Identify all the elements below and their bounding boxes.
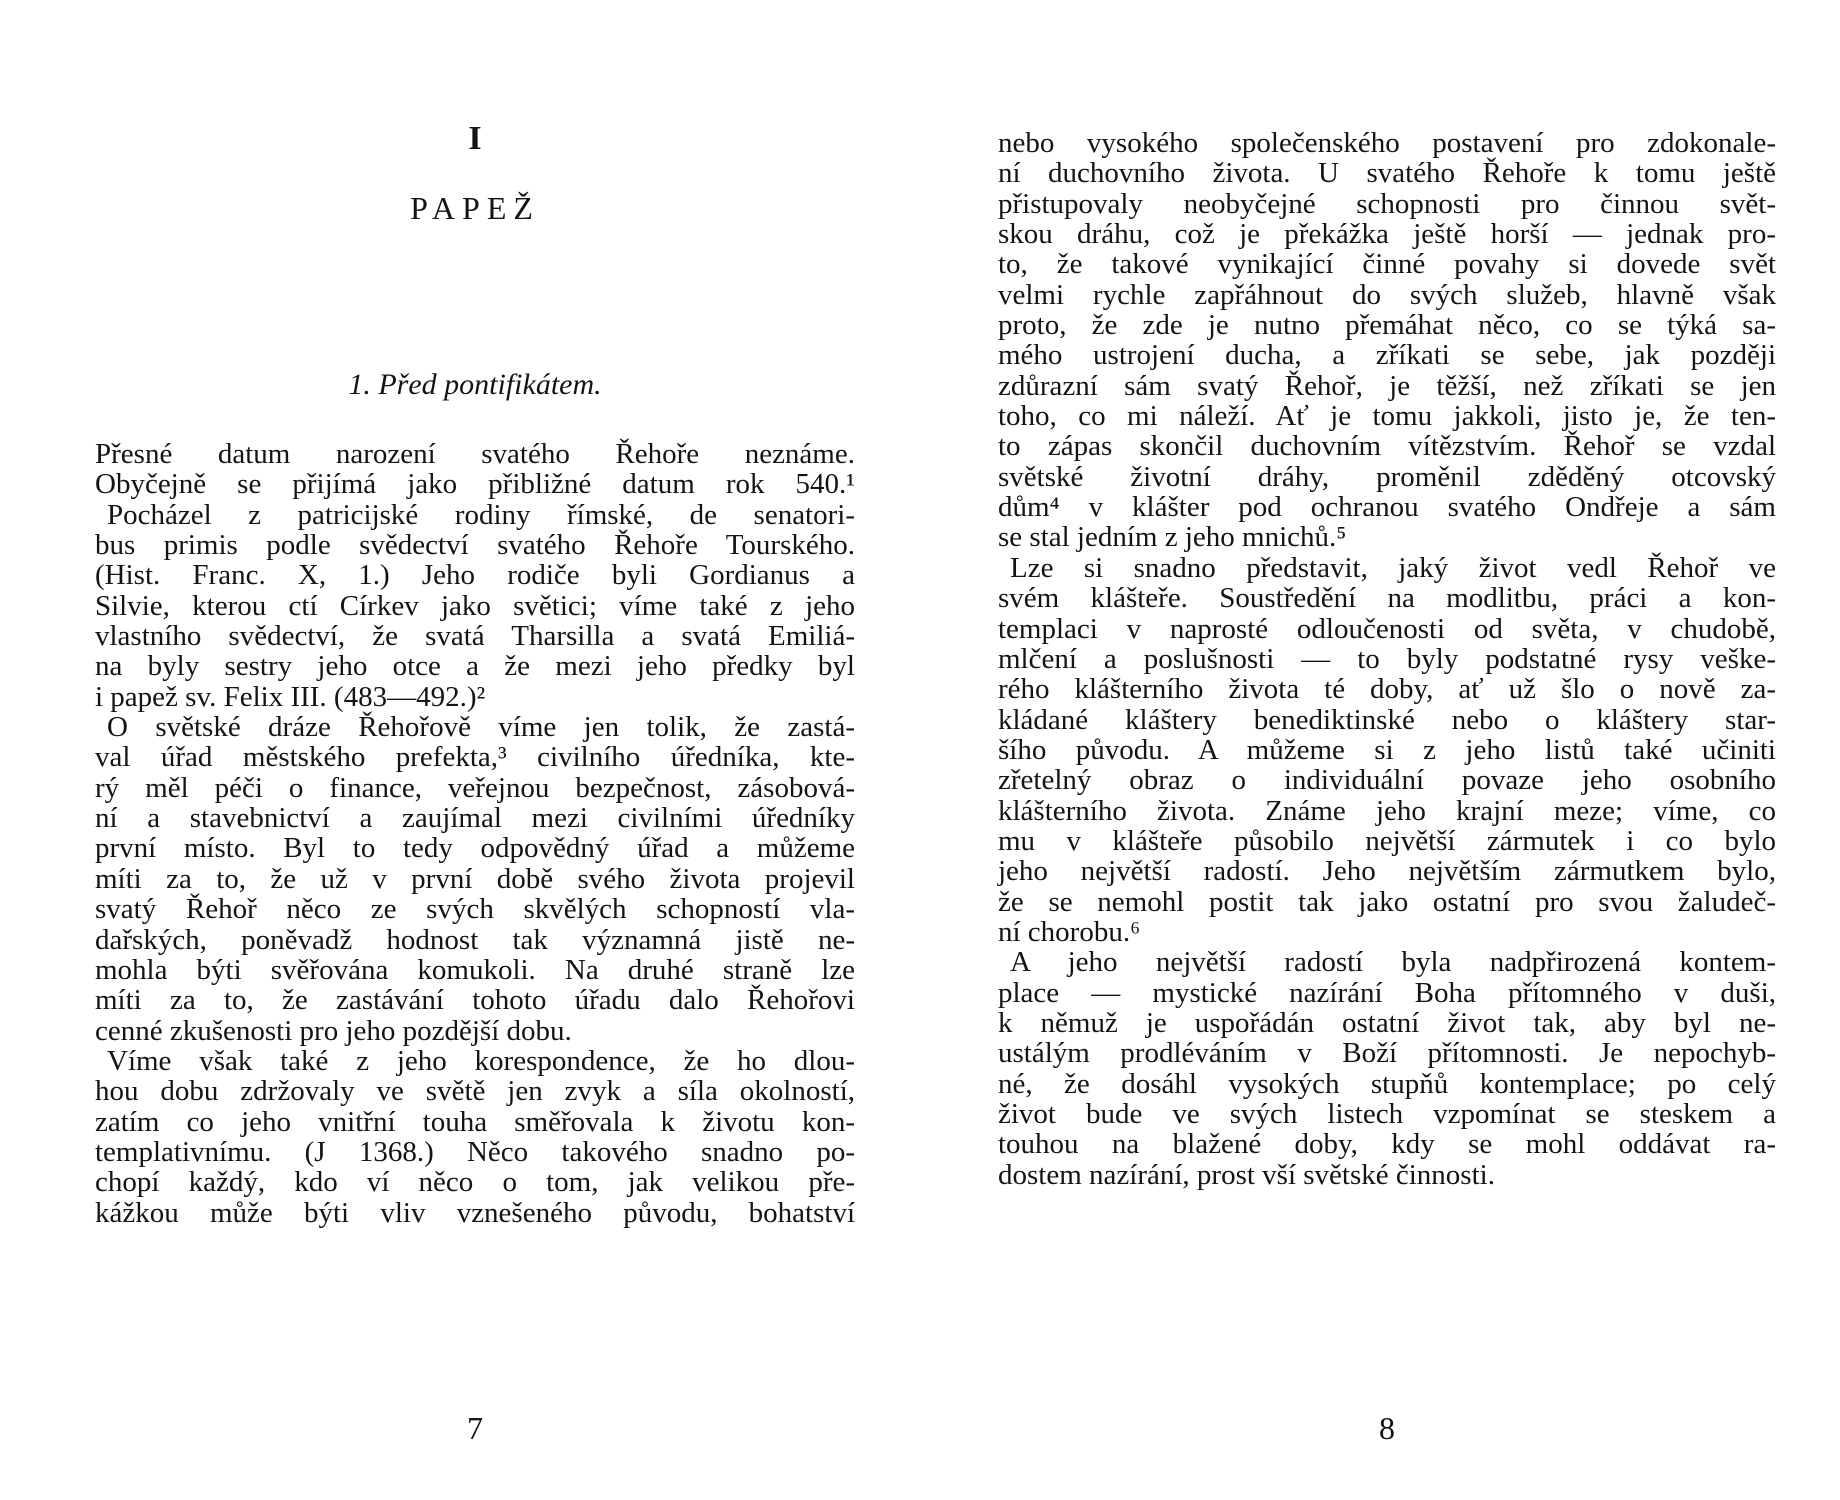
text-line: Silvie, kterou ctí Církev jako světici; víme také z jeho [95, 589, 855, 622]
text-line: proto, že zde je nutno přemáhat něco, co se týká sa- [998, 309, 1776, 342]
left-page [95, 0, 855, 1500]
text-line: zatím co jeho vnitřní touha směřovala k životu kon- [95, 1105, 855, 1138]
text-line: templativnímu. (J 1368.) Něco takového snadno po- [95, 1135, 855, 1168]
text-line: (Hist. Franc. X, 1.) Jeho rodiče byli Gordianus a [95, 559, 855, 592]
text-line: jeho největší radostí. Jeho největším zármutkem bylo, [998, 855, 1776, 888]
text-line: toho, co mi náleží. Ať je tomu jakkoli, jisto je, že ten- [998, 400, 1776, 433]
text-line: né, že dosáhl vysokých stupňů kontemplace; po celý [998, 1067, 1776, 1100]
text-line: dům⁴ v klášter pod ochranou svatého Ondřeje a sám [998, 491, 1776, 524]
text-line: zřetelný obraz o individuální povaze jeho osobního [998, 764, 1776, 797]
text-line: place — mystické nazírání Boha přítomného v duši, [998, 976, 1776, 1009]
text-line: skou dráhu, což je překážka ještě horší — jednak pro- [998, 218, 1776, 251]
text-line: přistupovaly neobyčejné schopnosti pro činnou svět- [998, 187, 1776, 220]
text-line: dostem nazírání, prost vší světské činnosti. [998, 1158, 1495, 1191]
chapter-number: I [468, 120, 482, 157]
text-line: svatý Řehoř něco ze svých skvělých schopností vla- [95, 893, 855, 926]
section-heading: 1. Před pontifikátem. [348, 368, 602, 401]
text-line: klášterního života. Známe jeho krajní meze; víme, co [998, 794, 1776, 827]
text-line: zdůrazní sám svatý Řehoř, je těžší, než zříkati se jen [998, 369, 1776, 402]
chapter-title: PAPEŽ [410, 190, 540, 226]
page-number-right: 8 [1379, 1410, 1395, 1446]
text-line: val úřad městského prefekta,³ civilního úředníka, kte- [95, 741, 855, 774]
left-page-text [95, 439, 855, 1228]
text-line: ní a stavebnictví a zaujímal mezi civilními úředníky [95, 802, 855, 835]
text-line: Víme však také z jeho korespondence, že ho dlou- [107, 1044, 855, 1077]
text-line: templaci v naprosté odloučenosti od světa, v chudobě, [998, 612, 1776, 645]
text-line: dařských, poněvadž hodnost tak významná jistě ne- [95, 923, 855, 956]
text-line: to zápas skončil duchovním vítězstvím. Řehoř se vzdal [998, 430, 1776, 463]
page-number-left: 7 [467, 1410, 483, 1446]
text-line: nebo vysokého společenského postavení pro zdokonale- [998, 127, 1776, 159]
text-line: Lze si snadno představit, jaký život vedl Řehoř ve [1010, 551, 1776, 584]
text-line: rého klášterního života té doby, ať už šlo o nově za- [998, 673, 1776, 706]
text-line: ustálým prodléváním v Boží přítomnosti. Je nepochyb- [998, 1037, 1776, 1070]
text-line: světské životní dráhy, proměnil zděděný otcovský [998, 460, 1776, 493]
right-page [998, 0, 1776, 1500]
text-line: chopí každý, kdo ví něco o tom, jak velikou pře- [95, 1166, 855, 1199]
text-line: touhou na blažené doby, kdy se mohl oddávat ra- [998, 1128, 1776, 1161]
text-line: šího původu. A můžeme si z jeho listů také učiniti [998, 733, 1776, 766]
text-line: Přesné datum narození svatého Řehoře neznáme. [95, 438, 855, 470]
text-line: míti za to, že už v první době svého života projevil [95, 862, 855, 895]
text-line: Pocházel z patricijské rodiny římské, de senatori- [107, 498, 855, 531]
text-line: na byly sestry jeho otce a že mezi jeho předky byl [95, 650, 855, 683]
text-line: k němuž je uspořádán ostatní život tak, aby byl ne- [998, 1006, 1776, 1039]
text-line: život bude ve svých listech vzpomínat se steskem a [998, 1098, 1776, 1130]
text-line: mého ustrojení ducha, a zříkati se sebe, jak později [998, 339, 1776, 372]
text-line: mu v klášteře působilo největší zármutek i co bylo [998, 824, 1776, 857]
text-line: že se nemohl postit tak jako ostatní pro svou žaludeč- [998, 885, 1776, 918]
text-line: ní duchovního života. U svatého Řehoře k tomu ještě [998, 157, 1776, 190]
text-line: vlastního svědectví, že svatá Tharsilla a svatá Emiliá- [95, 620, 855, 653]
text-line: kládané kláštery benediktinské nebo o kláštery star- [998, 703, 1776, 736]
text-line: se stal jedním z jeho mnichů.⁵ [998, 521, 1347, 554]
text-line: ní chorobu.⁶ [998, 915, 1141, 948]
text-line: cenné zkušenosti pro jeho pozdější dobu. [95, 1014, 572, 1047]
text-line: bus primis podle svědectví svatého Řehoře Tourského. [95, 529, 855, 562]
text-line: to, že takové vynikající činné povahy si dovede svět [998, 248, 1776, 281]
text-line: svém klášteře. Soustředění na modlitbu, práci a kon- [998, 582, 1776, 615]
text-line: mlčení a poslušnosti — to byly podstatné rysy veške- [998, 642, 1776, 675]
text-line: míti za to, že zastávání tohoto úřadu dalo Řehořovi [95, 984, 855, 1017]
text-line: velmi rychle zapřáhnout do svých služeb, hlavně však [998, 278, 1776, 311]
text-line: kážkou může býti vliv vznešeného původu, bohatství [95, 1196, 855, 1229]
right-page-text [998, 128, 1776, 1190]
text-line: mohla býti svěřována komukoli. Na druhé straně lze [95, 953, 855, 986]
text-line: hou dobu zdržovaly ve světě jen zvyk a síla okolností, [95, 1075, 855, 1108]
text-line: i papež sv. Felix III. (483—492.)² [95, 680, 486, 713]
text-line: O světské dráze Řehořově víme jen tolik, že zastá- [107, 711, 855, 744]
text-line: A jeho největší radostí byla nadpřirozená kontem- [1010, 946, 1776, 979]
text-line: rý měl péči o finance, veřejnou bezpečnost, zásobová- [95, 771, 855, 804]
text-line: Obyčejně se přijímá jako přibližné datum rok 540.¹ [95, 468, 855, 501]
text-line: první místo. Byl to tedy odpovědný úřad a můžeme [95, 832, 855, 865]
